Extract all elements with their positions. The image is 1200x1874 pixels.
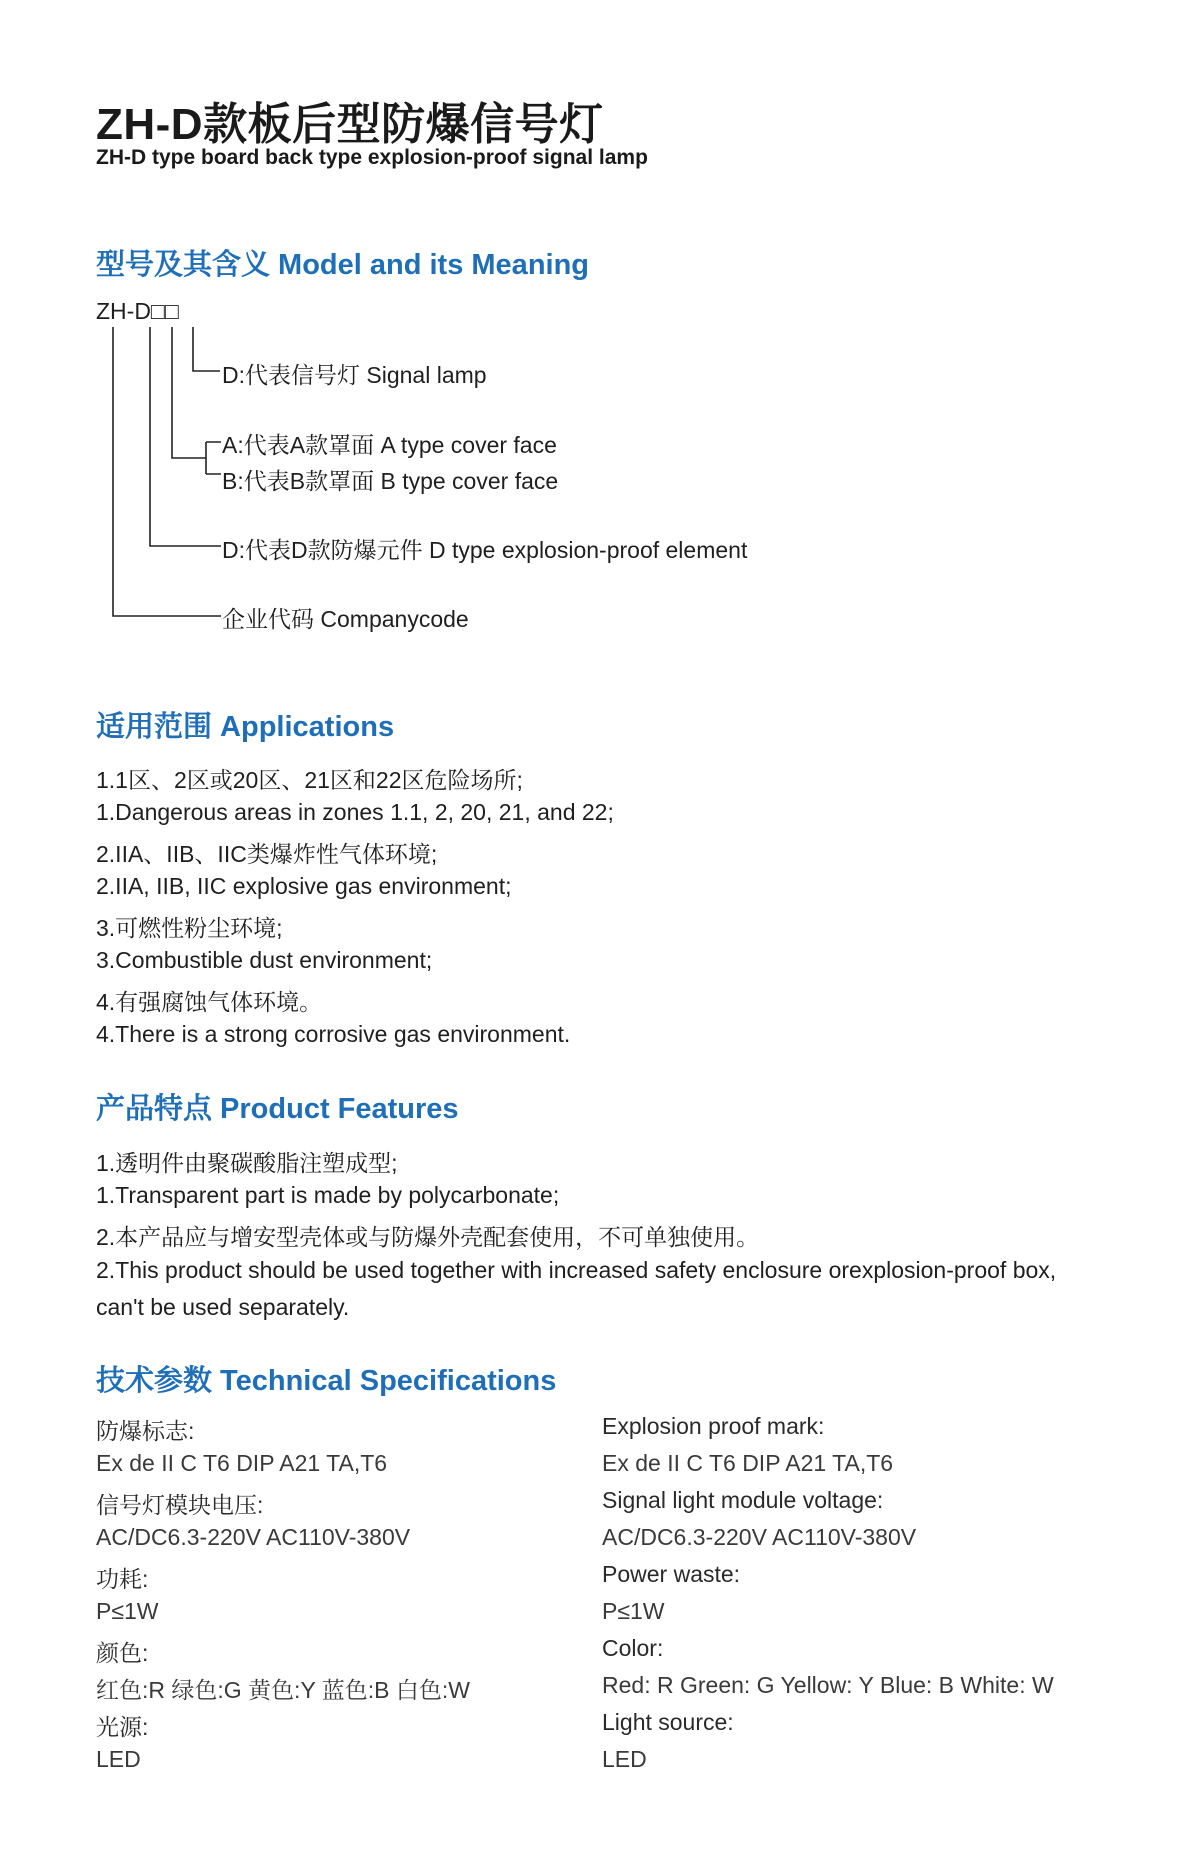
tree-branch-element — [150, 327, 221, 546]
model-item-element: D:代表D款防爆元件 D type explosion-proof element — [222, 537, 748, 563]
spec-label-en: Signal light module voltage: — [602, 1487, 884, 1513]
spec-label-en: Explosion proof mark: — [602, 1413, 825, 1439]
spec-label-cn: 光源: — [96, 1714, 149, 1740]
applications-line: 1.1区、2区或20区、21区和22区危险场所; — [96, 767, 523, 793]
spec-value-cn: LED — [96, 1746, 141, 1772]
applications-heading: 适用范围 Applications — [96, 711, 395, 743]
specs-heading: 技术参数 Technical Specifications — [96, 1365, 557, 1397]
spec-label-cn: 防爆标志: — [96, 1418, 195, 1444]
model-item-company: 企业代码 Companycode — [222, 606, 469, 632]
spec-label-cn: 颜色: — [96, 1640, 149, 1666]
spec-value-cn: 红色:R 绿色:G 黄色:Y 蓝色:B 白色:W — [96, 1677, 470, 1703]
spec-value-cn: Ex de II C T6 DIP A21 TA,T6 — [96, 1450, 388, 1476]
spec-value-en: P≤1W — [602, 1598, 665, 1624]
applications-line: 2.IIA、IIB、IIC类爆炸性气体环境; — [96, 841, 438, 867]
features-line: 2.本产品应与增安型壳体或与防爆外壳配套使用，不可单独使用。 — [96, 1224, 760, 1250]
applications-line: 3.Combustible dust environment; — [96, 947, 433, 973]
spec-label-en: Light source: — [602, 1709, 734, 1735]
spec-value-en: AC/DC6.3-220V AC110V-380V — [602, 1524, 917, 1550]
applications-line: 3.可燃性粉尘环境; — [96, 915, 283, 941]
model-item-cover-b: B:代表B款罩面 B type cover face — [222, 468, 559, 494]
spec-label-en: Power waste: — [602, 1561, 741, 1587]
spec-value-cn: AC/DC6.3-220V AC110V-380V — [96, 1524, 411, 1550]
model-code: ZH-D□□ — [96, 298, 179, 324]
tree-branch-cover-a — [206, 442, 221, 474]
applications-line: 2.IIA, IIB, IIC explosive gas environment; — [96, 873, 512, 899]
tree-branch-cover — [172, 327, 206, 458]
spec-value-en: Ex de II C T6 DIP A21 TA,T6 — [602, 1450, 894, 1476]
spec-label-cn: 功耗: — [96, 1566, 149, 1592]
spec-value-en: LED — [602, 1746, 647, 1772]
applications-line: 4.There is a strong corrosive gas environment. — [96, 1021, 571, 1047]
features-line: 1.透明件由聚碳酸脂注塑成型; — [96, 1150, 398, 1176]
tree-branch-signal — [193, 327, 220, 371]
spec-value-en: Red: R Green: G Yellow: Y Blue: B White: W — [602, 1672, 1054, 1698]
model-heading: 型号及其含义 Model and its Meaning — [96, 249, 590, 281]
model-item-signal: D:代表信号灯 Signal lamp — [222, 362, 487, 388]
features-line: 1.Transparent part is made by polycarbonate; — [96, 1182, 560, 1208]
applications-line: 4.有强腐蚀气体环境。 — [96, 989, 323, 1015]
features-line: 2.This product should be used together with increased safety enclosure orexplosion-proof box, can't be used separately. — [96, 1257, 1057, 1320]
features-heading: 产品特点 Product Features — [96, 1093, 459, 1125]
spec-value-cn: P≤1W — [96, 1598, 159, 1624]
spec-label-en: Color: — [602, 1635, 664, 1661]
model-item-cover-a: A:代表A款罩面 A type cover face — [222, 432, 557, 458]
spec-label-cn: 信号灯模块电压: — [96, 1492, 264, 1518]
page-subtitle: ZH-D type board back type explosion-proof signal lamp — [96, 146, 648, 169]
page-title: ZH-D款板后型防爆信号灯 — [96, 100, 604, 149]
applications-line: 1.Dangerous areas in zones 1.1, 2, 20, 21, and 22; — [96, 799, 614, 825]
